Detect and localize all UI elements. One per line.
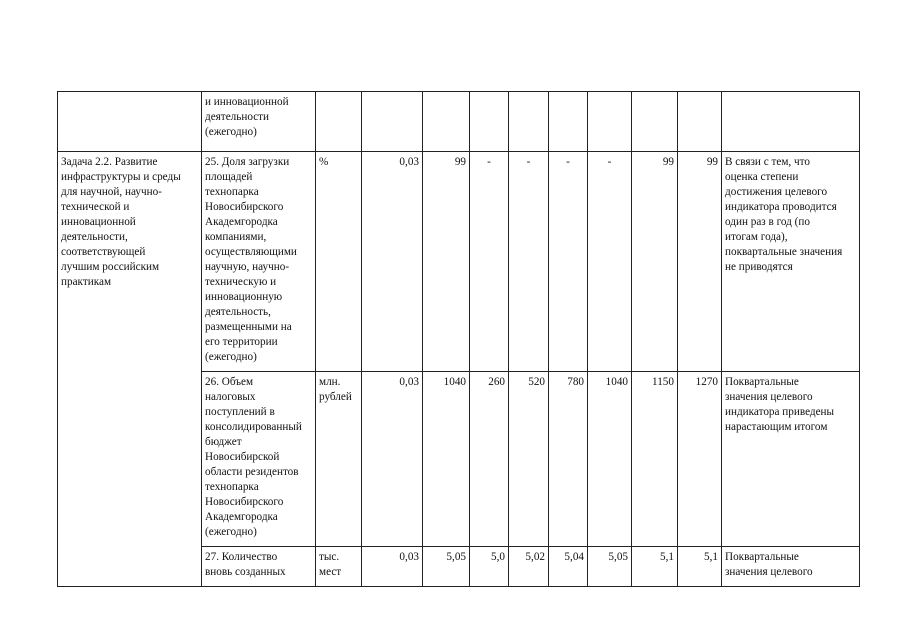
q4-cell: 5,05 — [588, 547, 632, 587]
table-row — [58, 92, 860, 152]
q3-cell — [549, 92, 588, 152]
unit-cell: тыс. мест — [316, 547, 362, 587]
note-cell: Поквартальные значения целевого — [722, 547, 860, 587]
q3-cell: 780 — [549, 372, 588, 547]
table-row — [58, 152, 860, 372]
weight-cell: 0,03 — [362, 547, 423, 587]
unit-cell: % — [316, 152, 362, 372]
year1-cell: 5,1 — [632, 547, 678, 587]
task-cell — [58, 92, 202, 152]
year2-cell: 5,1 — [678, 547, 722, 587]
weight-cell: 0,03 — [362, 152, 423, 372]
year2-cell: 1270 — [678, 372, 722, 547]
q1-cell: 260 — [470, 372, 509, 547]
q3-cell: - — [549, 152, 588, 372]
indicator-cell: 27. Количество вновь созданных — [202, 547, 316, 587]
q2-cell: - — [509, 152, 549, 372]
weight-cell — [362, 92, 423, 152]
q2-cell: 520 — [509, 372, 549, 547]
base-value-cell: 5,05 — [423, 547, 470, 587]
indicator-cell: и инновационной деятельности (ежегодно) — [202, 92, 316, 152]
indicator-cell: 25. Доля загрузки площадей технопарка Новосибирского Академгородка компаниями, осуществляющими научную, научно- техническую и инновационную деятельность, размещенными на его территории (ежегодно) — [202, 152, 316, 372]
q3-cell: 5,04 — [549, 547, 588, 587]
base-value-cell — [423, 92, 470, 152]
q4-cell: - — [588, 152, 632, 372]
q1-cell — [470, 92, 509, 152]
q4-cell — [588, 92, 632, 152]
indicator-cell: 26. Объем налоговых поступлений в консолидированный бюджет Новосибирской области резидентов технопарка Новосибирского Академгородка (ежегодно) — [202, 372, 316, 547]
year1-cell: 1150 — [632, 372, 678, 547]
unit-cell — [316, 92, 362, 152]
indicators-table — [57, 91, 860, 587]
q2-cell: 5,02 — [509, 547, 549, 587]
q2-cell — [509, 92, 549, 152]
year1-cell — [632, 92, 678, 152]
note-cell: Поквартальные значения целевого индикатора приведены нарастающим итогом — [722, 372, 860, 547]
unit-cell: млн. рублей — [316, 372, 362, 547]
base-value-cell: 1040 — [423, 372, 470, 547]
q1-cell: - — [470, 152, 509, 372]
q1-cell: 5,0 — [470, 547, 509, 587]
year2-cell: 99 — [678, 152, 722, 372]
year2-cell — [678, 92, 722, 152]
base-value-cell: 99 — [423, 152, 470, 372]
task-cell: Задача 2.2. Развитие инфраструктуры и среды для научной, научно- технической и инновационной деятельности, соответствующей лучшим российским практикам — [58, 152, 202, 587]
q4-cell: 1040 — [588, 372, 632, 547]
weight-cell: 0,03 — [362, 372, 423, 547]
year1-cell: 99 — [632, 152, 678, 372]
note-cell: В связи с тем, что оценка степени достижения целевого индикатора проводится один раз в год (по итогам года), поквартальные значения не приводятся — [722, 152, 860, 372]
note-cell — [722, 92, 860, 152]
